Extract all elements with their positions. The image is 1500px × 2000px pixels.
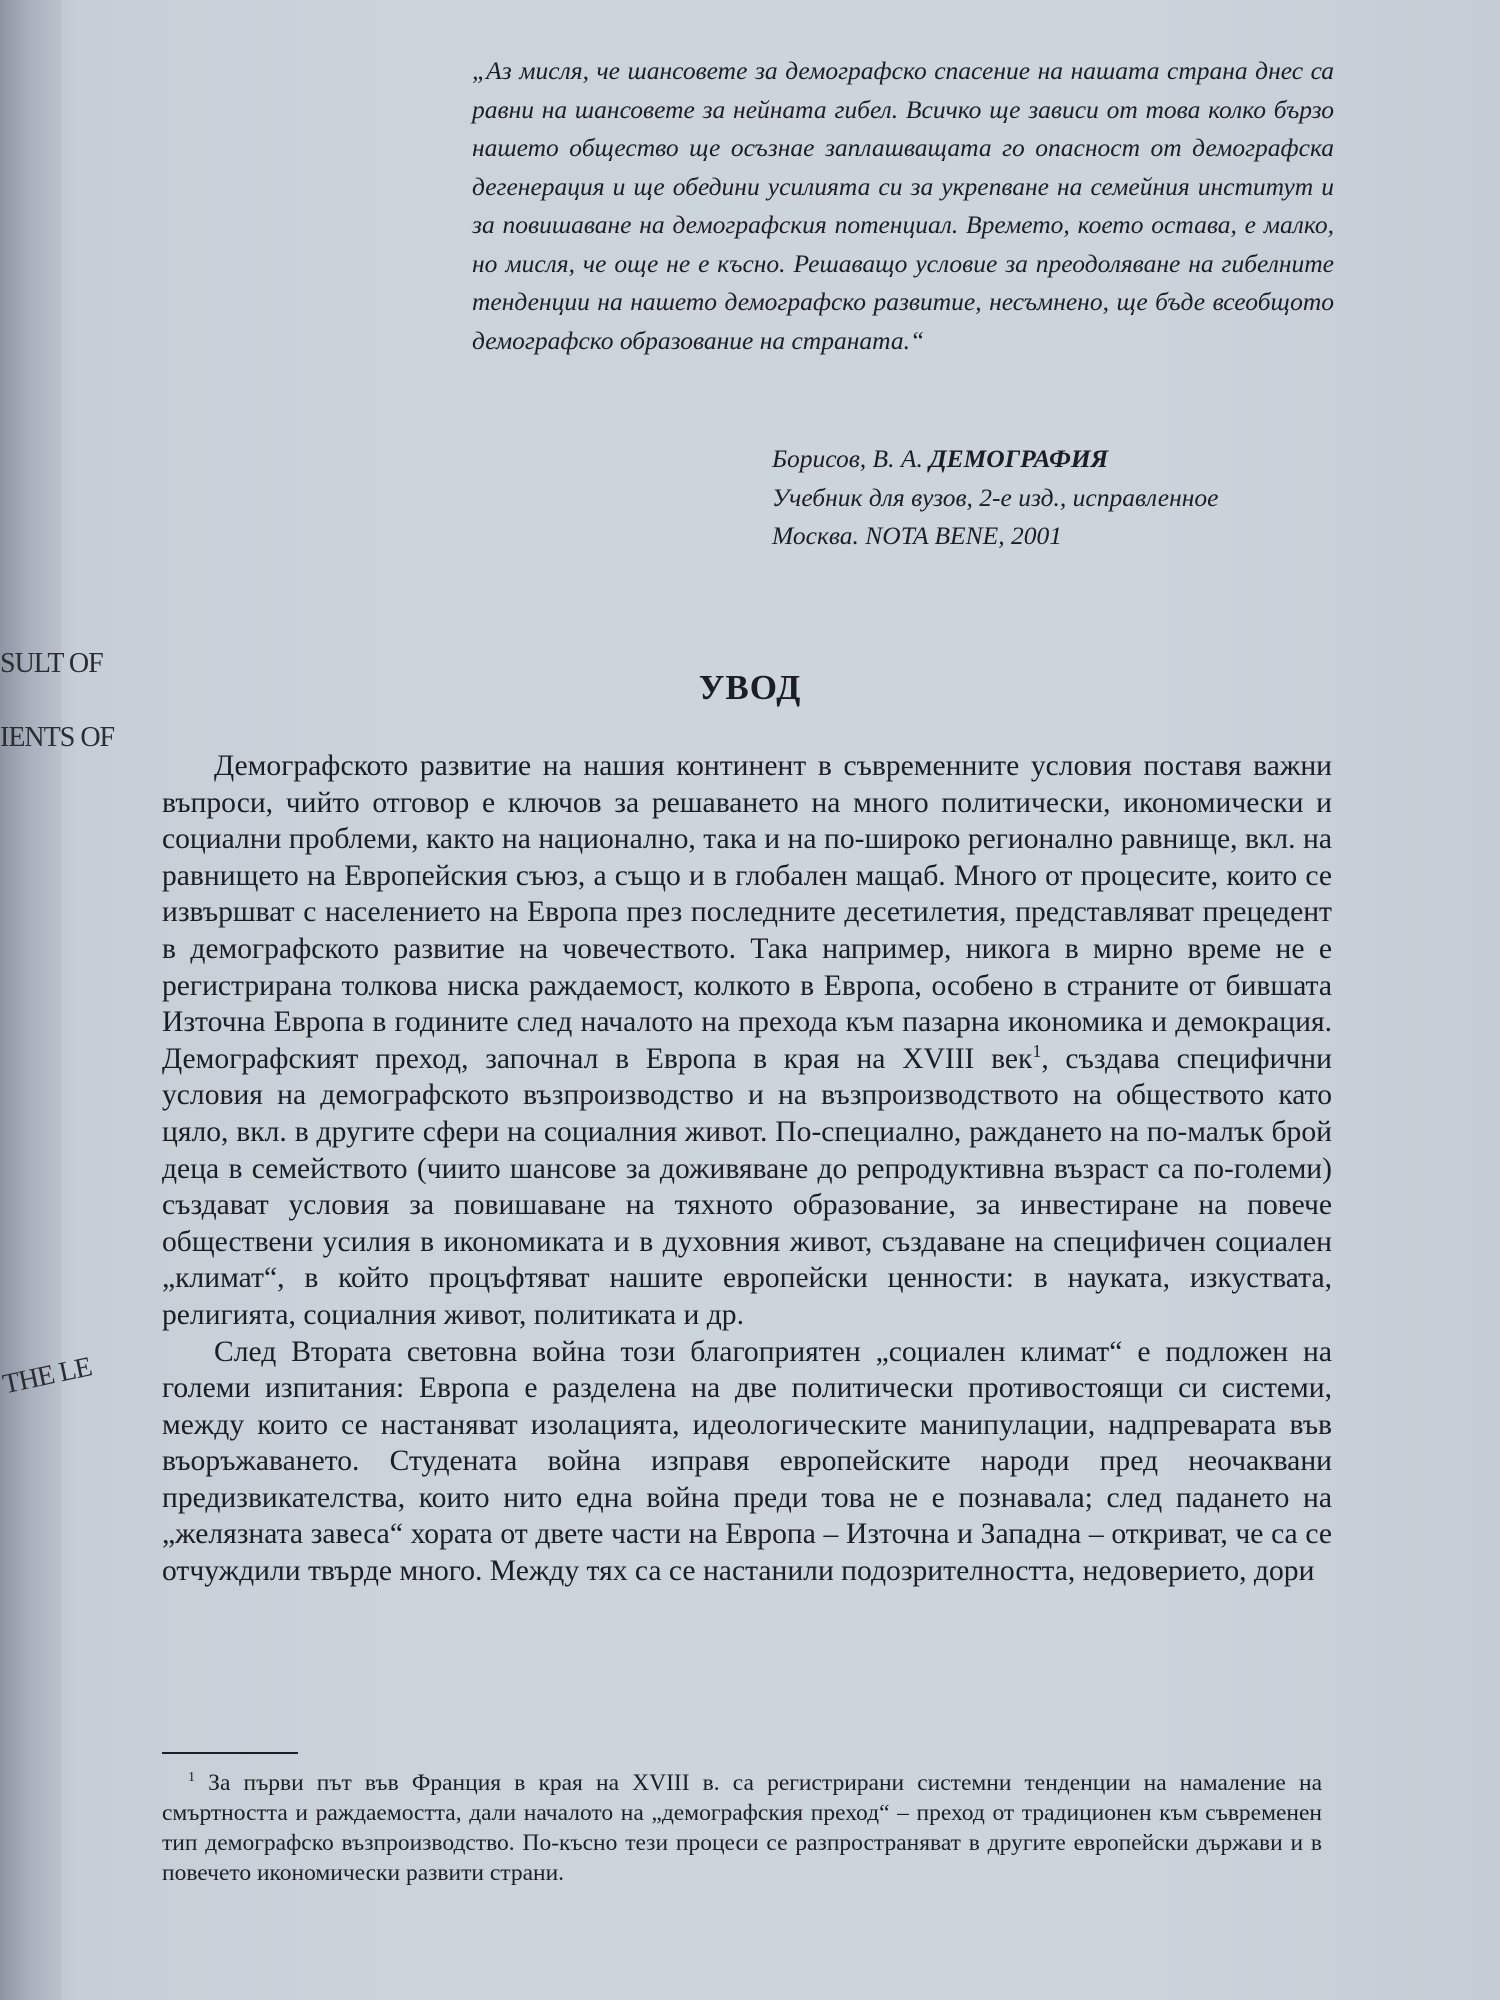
paragraph-text: Демографското развитие на нашия континент в съвременните условия поставя важни въпроси, чийто отговор е ключов за решаването на много политически, икономически и социални проблеми, както на национално, така и на по-широко регионално равнище, вкл. на равнището на Европейския съюз, а също и в глобален мащаб. Много от процесите, които се извършват с населението на Европа през последните десетилетия, представляват прецедент в демографското развитие на човечеството. Така например, никога в мирно време не е регистрирана толкова ниска раждаемост, колкото в Европа, особено в страните от бившата Източна Европа в годините след началото на прехода към пазарна икономика и демокрация. Демографският преход, започнал в Европа в края на XVIII век <box>162 750 1332 1075</box>
book-gutter <box>0 0 62 2000</box>
left-page-fragment: IENTS OF <box>0 722 115 753</box>
footnote <box>162 1768 1322 1888</box>
attribution-edition: Учебник для вузов, 2-е изд., исправленное <box>772 482 1219 512</box>
left-page-fragment: SULT OF <box>0 648 103 679</box>
attribution-author-line <box>772 440 1312 479</box>
paragraph-text: , създава специфични условия на демографското възпроизводство и на възпроизводството на обществото като цяло, вкл. в другите сфери на социалния живот. По-специално, раждането на по-малък брой деца в семейството (чиито шансове за доживяване до репродуктивна възраст са по-големи) създават условия за повишаване на тяхното образование, за инвестиране на повече обществени усилия в икономиката и в духовния живот, създаване на специфичен социален „климат“, в който процъфтяват нашите европейски ценности: в науката, изкуствата, религията, социалния живот, политиката и др. <box>162 1042 1332 1331</box>
epigraph-quote: „Аз мисля, че шансовете за демографско спасение на нашата страна днес са равни на шансовете за нейната гибел. Всичко ще зависи от това колко бързо нашето общество ще осъзнае заплашващата го опасност от демографска дегенерация и ще обедини усилията си за укрепване на семейния институт и за повишаване на демографския потенциал. Времето, което остава, е малко, но мисля, че още не е късно. Решаващо условие за преодоляване на гибелните тенденции на нашето демографско развитие, несъмнено, ще бъде всеобщото демографско образование на страната.“ <box>472 56 1334 355</box>
attribution-publisher: Москва. NOTA BENE, 2001 <box>772 521 1062 550</box>
left-page-fragment: THE LE <box>0 1351 95 1401</box>
footnote-divider <box>162 1752 298 1754</box>
attribution-book-title: ДЕМОГРАФИЯ <box>929 444 1109 473</box>
body-text <box>162 748 1332 1590</box>
body-paragraph <box>162 748 1332 1334</box>
body-paragraph: След Втората световна война този благоприятен „социален климат“ е подложен на големи изпитания: Европа е разделена на две политически противостоящи си системи, между които се настаняват изолацията, идеологическите манипулации, надпреварата във въоръжаването. Студената война изправя европейските народи пред неочаквани предизвикателства, които нито една война преди това не е познавала; след падането на „желязната завеса“ хората от двете части на Европа – Източна и Западна – откриват, че са се отчуждили твърде много. Между тях са се настанили подозрителността, недоверието, дори <box>162 1335 1332 1588</box>
footnote-reference[interactable]: 1 <box>1032 1040 1042 1061</box>
footnote-text: За първи път във Франция в края на XVIII в. са регистрирани системни тенденции на намаление на смъртността и раждаемостта, дали началото на „демографския преход“ – преход от традиционен към съвременен тип демографско възпроизводство. По-късно тези процеси се разпространяват в другите европейски държави и в повечето икономически развити страни. <box>162 1770 1322 1886</box>
footnote-number: 1 <box>188 1769 196 1786</box>
epigraph-attribution <box>772 440 1312 556</box>
chapter-heading: УВОД <box>698 668 802 707</box>
attribution-author: Борисов, В. А. <box>772 444 930 473</box>
